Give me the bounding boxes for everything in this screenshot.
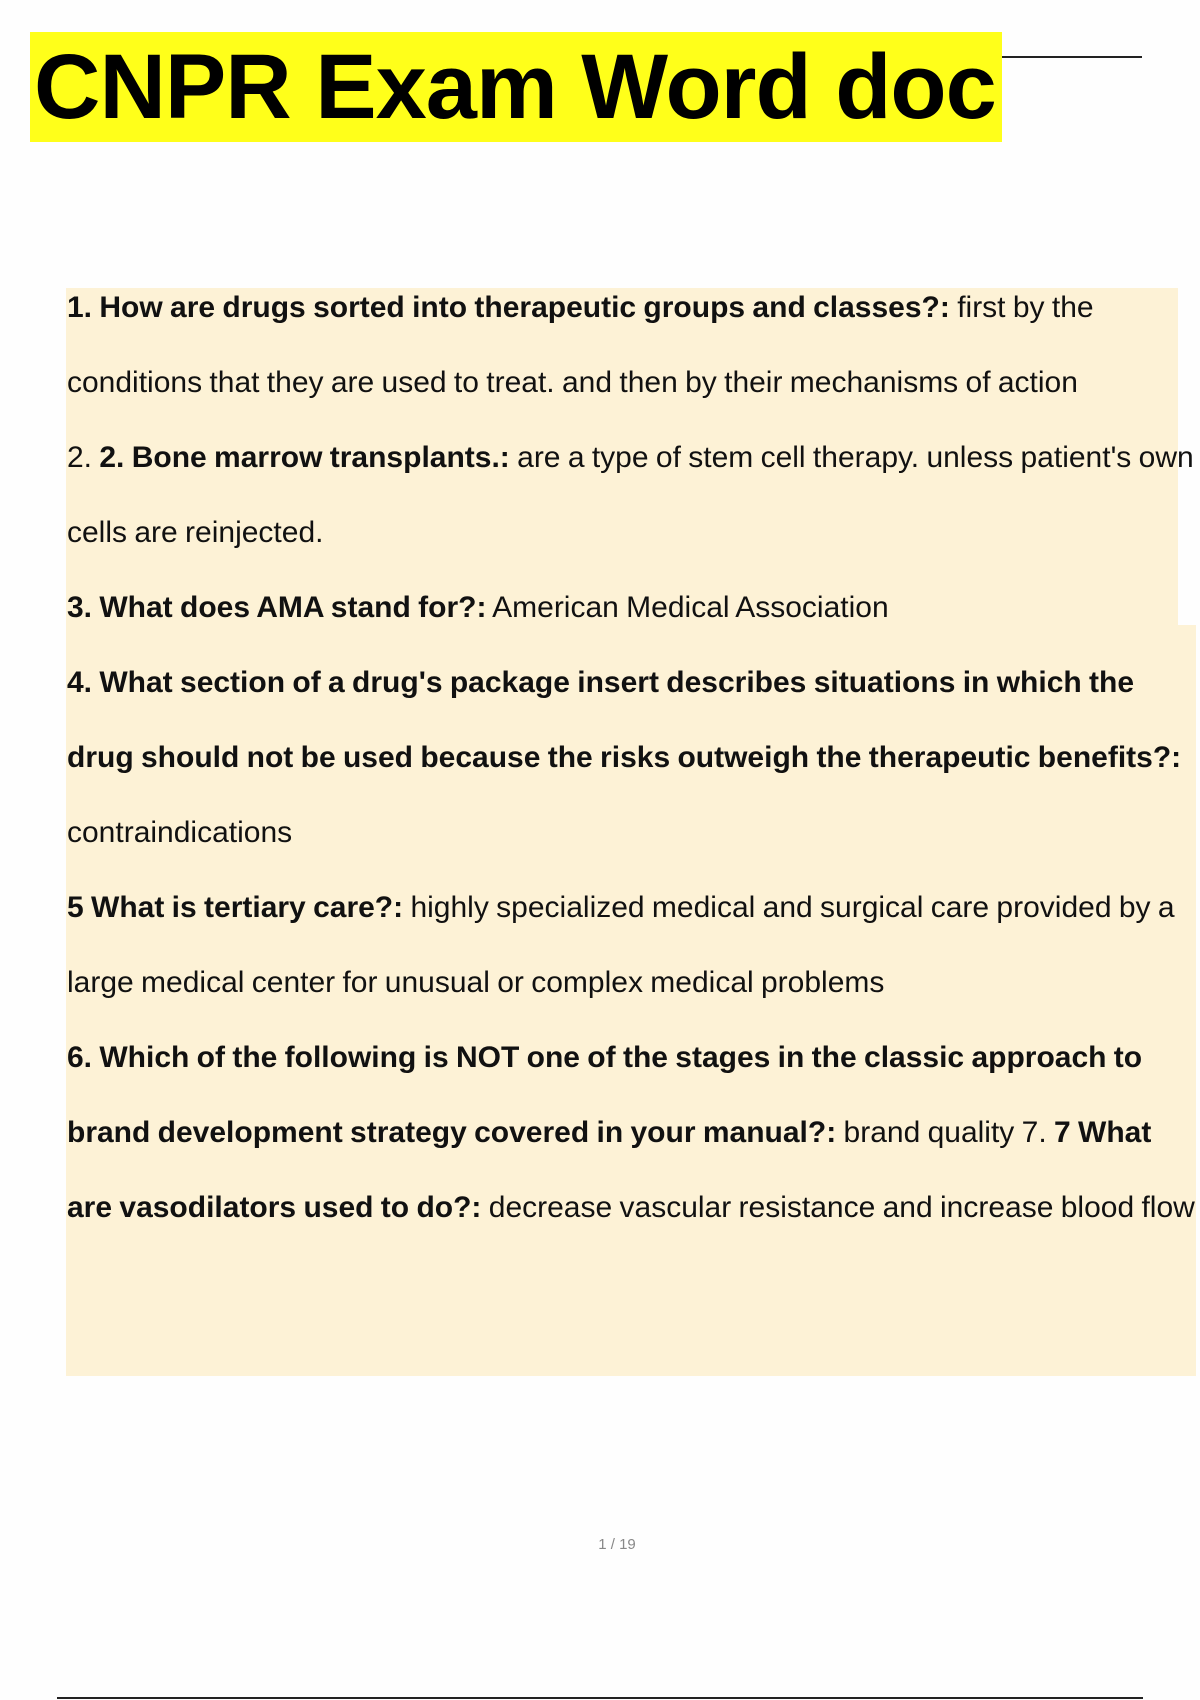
qa-item-5 [67,870,1198,1020]
question-text: 3. What does AMA stand for?: [67,591,487,624]
page-number: 1 / 19 [598,1536,636,1553]
question-list [67,270,1198,1245]
question-text: 7 What are vasodilators used to do?: [67,1116,1152,1224]
qa-item-6 [67,1020,1198,1245]
qa-item-2 [67,420,1198,570]
qa-item-1 [67,270,1198,420]
answer-text: highly specialized medical and surgical care provided by a large medical center for unusual or complex medical problems [67,891,1175,999]
answer-text: American Medical Association [486,591,889,624]
footer-rule [57,1697,1143,1699]
question-text: 5 What is tertiary care?: [67,891,404,924]
item-prefix: 2. [67,441,100,474]
qa-item-3 [67,570,1198,645]
question-text: 4. What section of a drug's package insert describes situations in which the drug should not be used because the risks outweigh the therapeutic benefits?: [67,666,1182,774]
answer-text: are a type of stem cell therapy. unless patient's own cells are reinjected. [67,441,1194,549]
qa-item-4 [67,645,1198,870]
question-text: 6. Which of the following is NOT one of the stages in the classic approach to brand development strategy covered in your manual?: [67,1041,1143,1149]
question-text: 1. How are drugs sorted into therapeutic groups and classes?: [67,291,950,324]
answer-text: first by the conditions that they are used to treat. and then by their mechanisms of action [67,291,1094,399]
answer-text: contraindications [67,816,293,849]
answer-text: brand quality 7. [836,1116,1054,1149]
answer-text: decrease vascular resistance and increase blood flow [481,1191,1195,1224]
document-title: CNPR Exam Word doc [30,32,1002,142]
question-text: 2. Bone marrow transplants.: [99,441,510,474]
